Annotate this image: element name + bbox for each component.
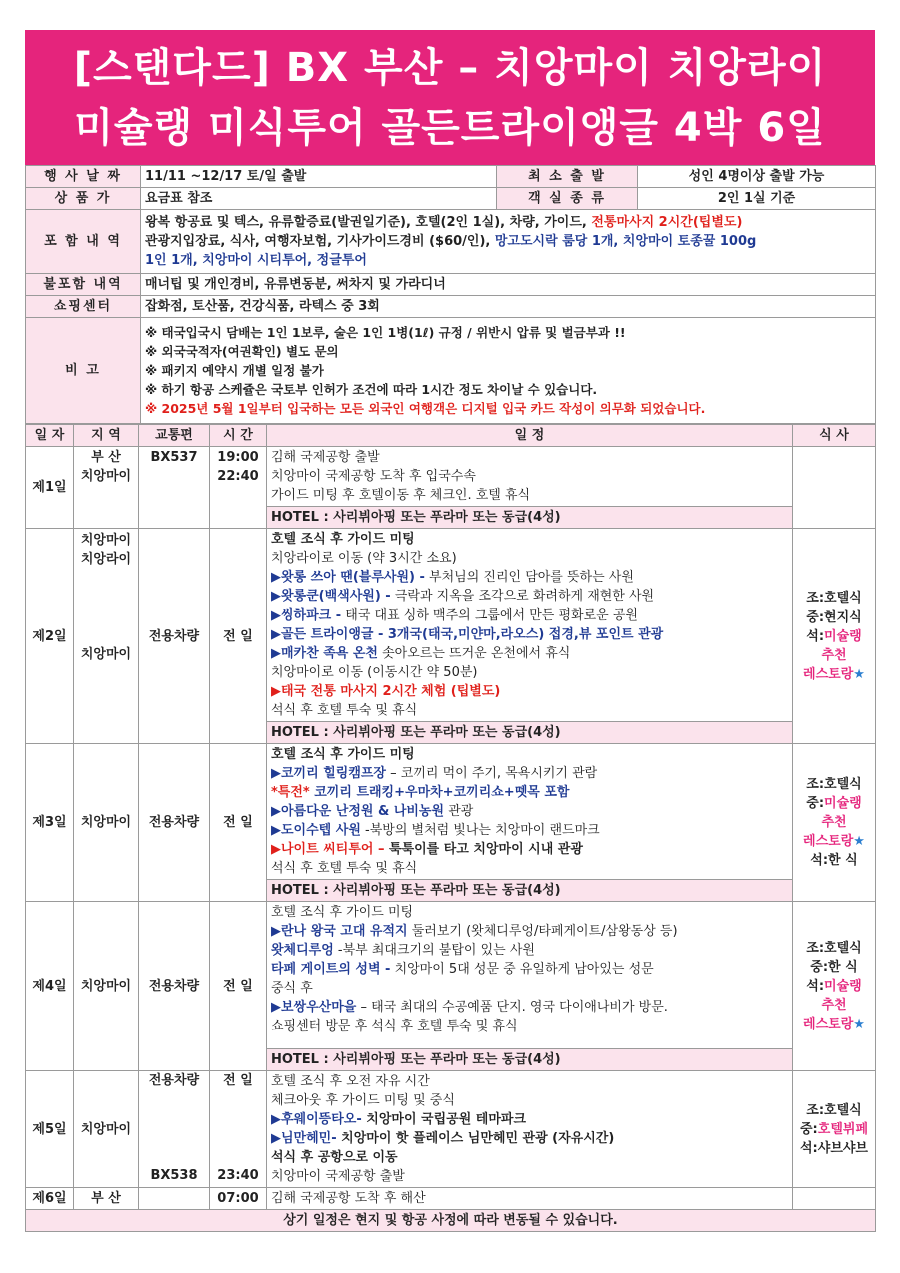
day4-transport: 전용차량 bbox=[139, 902, 210, 1071]
note-3: ※ 패키지 예약시 개별 일정 불가 bbox=[145, 363, 324, 378]
day1-hotel: HOTEL : 사리뷔아핑 또는 푸라마 또는 동급(4성) bbox=[267, 507, 793, 529]
day5-label: 제5일 bbox=[26, 1071, 74, 1188]
day5-meal: 조:호텔식 중:호텔뷔페 석:샤브샤브 bbox=[793, 1071, 876, 1188]
day3-transport: 전용차량 bbox=[139, 744, 210, 902]
day6-meal bbox=[793, 1188, 876, 1210]
included-massage: 전통마사지 2시간(팁별도) bbox=[591, 215, 743, 230]
day5-region: 치앙마이 bbox=[74, 1071, 139, 1188]
included-value bbox=[141, 210, 876, 274]
day3-label: 제3일 bbox=[26, 744, 74, 902]
star-icon: ★ bbox=[853, 666, 865, 682]
day3-meal: 조:호텔식 중:미슐랭 추천 레스토랑★ 석:한 식 bbox=[793, 744, 876, 902]
day6-transport bbox=[139, 1188, 210, 1210]
shopping-label: 쇼핑센터 bbox=[26, 296, 141, 318]
day5-time: 전 일 23:40 bbox=[210, 1071, 267, 1188]
note-5: ※ 2025년 5월 1일부터 입국하는 모든 외국인 여행객은 디지털 입국 카드 작성이 의무화 되었습니다. bbox=[145, 401, 706, 416]
excluded-label: 불포함 내역 bbox=[26, 274, 141, 296]
header-day: 일 자 bbox=[26, 425, 74, 447]
day4-schedule: 호텔 조식 후 가이드 미팅 ▶란나 왕국 고대 유적지 둘러보기 (왓체디루엉/타페게이트/삼왕동상 등) 왓체디루엉 -북부 최대크기의 불탑이 있는 사원 타페 게이트의 성벽 - 치앙마이 5대 성문 중 유일하게 남아있는 성문 중식 후 ▶보쌍우산마을 – 태국 최대의 수공예품 단지. 영국 다이애나비가 방문. 쇼핑센터 방문 후 석식 후 호텔 투숙 및 휴식 bbox=[267, 902, 793, 1049]
day2-region: 치앙마이 치앙라이 치앙마이 bbox=[74, 529, 139, 744]
day2-label: 제2일 bbox=[26, 529, 74, 744]
day3-time: 전 일 bbox=[210, 744, 267, 902]
day1-region: 부 산 치앙마이 bbox=[74, 447, 139, 529]
day2-hotel: HOTEL : 사리뷔아핑 또는 푸라마 또는 동급(4성) bbox=[267, 722, 793, 744]
day3-schedule: 호텔 조식 후 가이드 미팅 ▶코끼리 힐링캠프장 – 코끼리 먹이 주기, 목욕시키기 관람 *특전* 코끼리 트래킹+우마차+코끼리쇼+뗏목 포함 ▶아름다운 난정원 & 나비농원 관광 ▶도이수텝 사원 -북방의 별처럼 빛나는 치앙마이 랜드마크 ▶나이트 씨티투어 – 툭툭이를 타고 치앙마이 시내 관광 석식 후 호텔 투숙 및 휴식 bbox=[267, 744, 793, 880]
included-text-c: 관광지입장료, 식사, 여행자보험, 기사가이드경비 ($60/인), bbox=[145, 234, 495, 249]
info-table bbox=[25, 165, 876, 424]
price-value: 요금표 참조 bbox=[141, 188, 497, 210]
date-label: 행 사 날 짜 bbox=[26, 166, 141, 188]
day6-region: 부 산 bbox=[74, 1188, 139, 1210]
note-2: ※ 외국국적자(여권확인) 별도 문의 bbox=[145, 344, 339, 359]
date-value: 11/11 ~12/17 토/일 출발 bbox=[141, 166, 497, 188]
included-tours: 1인 1개, 치앙마이 시티투어, 정글투어 bbox=[145, 253, 367, 268]
min-departure-label: 최 소 출 발 bbox=[497, 166, 638, 188]
included-label: 포 함 내 역 bbox=[26, 210, 141, 274]
day1-time: 19:00 22:40 bbox=[210, 447, 267, 529]
room-value: 2인 1실 기준 bbox=[638, 188, 876, 210]
schedule-table bbox=[25, 424, 876, 1232]
day4-region: 치앙마이 bbox=[74, 902, 139, 1071]
day4-time: 전 일 bbox=[210, 902, 267, 1071]
title-line-2: 미슐랭 미식투어 골든트라이앵글 4박 6일 bbox=[74, 105, 826, 151]
day2-transport: 전용차량 bbox=[139, 529, 210, 744]
day3-region: 치앙마이 bbox=[74, 744, 139, 902]
room-label: 객 실 종 류 bbox=[497, 188, 638, 210]
header-transport: 교통편 bbox=[139, 425, 210, 447]
title-banner bbox=[25, 30, 875, 165]
day2-time: 전 일 bbox=[210, 529, 267, 744]
day1-transport: BX537 bbox=[139, 447, 210, 529]
included-gifts: 망고도시락 룸당 1개, 치앙마이 토종꿀 100g bbox=[494, 234, 757, 249]
day6-time: 07:00 bbox=[210, 1188, 267, 1210]
day6-schedule: 김해 국제공항 도착 후 해산 bbox=[267, 1188, 793, 1210]
day4-hotel: HOTEL : 사리뷔아핑 또는 푸라마 또는 동급(4성) bbox=[267, 1049, 793, 1071]
included-text-a: 왕복 항공료 및 텍스, 유류할증료(발권일기준), 호텔(2인 1실), 차량, 가이드, bbox=[145, 215, 592, 230]
day1-label: 제1일 bbox=[26, 447, 74, 529]
price-label: 상 품 가 bbox=[26, 188, 141, 210]
day6-label: 제6일 bbox=[26, 1188, 74, 1210]
day1-meal bbox=[793, 447, 876, 529]
star-icon: ★ bbox=[853, 1016, 865, 1032]
notes-value bbox=[141, 318, 876, 424]
day5-schedule: 호텔 조식 후 오전 자유 시간 체크아웃 후 가이드 미팅 및 중식 ▶후웨이뜽타오- 치앙마이 국립공원 테마파크 ▶님만헤민- 치앙마이 핫 플레이스 님만헤민 관광 (자유시간) 석식 후 공항으로 이동 치앙마이 국제공항 출발 bbox=[267, 1071, 793, 1188]
note-4: ※ 하기 항공 스케쥴은 국토부 인허가 조건에 따라 1시간 정도 차이날 수 있습니다. bbox=[145, 382, 598, 397]
header-schedule: 일 정 bbox=[267, 425, 793, 447]
day1-schedule: 김해 국제공항 출발 치앙마이 국제공항 도착 후 입국수속 가이드 미팅 후 호텔이동 후 체크인. 호텔 휴식 bbox=[267, 447, 793, 507]
excluded-value: 매너팁 및 개인경비, 유류변동분, 써차지 및 가라디너 bbox=[141, 274, 876, 296]
day2-meal: 조:호텔식 중:현지식 석:미슐랭 추천 레스토랑★ bbox=[793, 529, 876, 744]
header-meal: 식 사 bbox=[793, 425, 876, 447]
min-departure-value: 성인 4명이상 출발 가능 bbox=[638, 166, 876, 188]
day4-label: 제4일 bbox=[26, 902, 74, 1071]
title-line-1: [스탠다드] BX 부산 – 치앙마이 치앙라이 bbox=[73, 45, 827, 91]
itinerary-page bbox=[25, 30, 875, 1232]
day4-meal: 조:호텔식 중:한 식 석:미슐랭 추천 레스토랑★ bbox=[793, 902, 876, 1071]
shopping-value: 잡화점, 토산품, 건강식품, 라텍스 중 3회 bbox=[141, 296, 876, 318]
day2-schedule: 호텔 조식 후 가이드 미팅 치앙라이로 이동 (약 3시간 소요) ▶왓롱 쓰아 땐(블루사원) - 부처님의 진리인 담아를 뜻하는 사원 ▶왓롱쿤(백색사원) - 극락과 지옥을 조각으로 화려하게 재현한 사원 ▶씽하파크 - 태국 대표 싱하 맥주의 그룹에서 만든 평화로운 공원 ▶골든 트라이앵글 - 3개국(태국,미얀마,라오스) 접경,뷰 포인트 관광 ▶매카찬 족욕 온천 솟아오르는 뜨거운 온천에서 휴식 치앙마이로 이동 (이동시간 약 50분) ▶태국 전통 마사지 2시간 체험 (팁별도) 석식 후 호텔 투숙 및 휴식 bbox=[267, 529, 793, 722]
footer-note: 상기 일정은 현지 및 항공 사정에 따라 변동될 수 있습니다. bbox=[26, 1210, 876, 1232]
day5-transport: 전용차량 BX538 bbox=[139, 1071, 210, 1188]
day3-hotel: HOTEL : 사리뷔아핑 또는 푸라마 또는 동급(4성) bbox=[267, 880, 793, 902]
schedule-header bbox=[26, 425, 876, 447]
notes-label: 비 고 bbox=[26, 318, 141, 424]
header-region: 지 역 bbox=[74, 425, 139, 447]
note-1: ※ 태국입국시 담배는 1인 1보루, 술은 1인 1병(1ℓ) 규정 / 위반시 압류 및 벌금부과 !! bbox=[145, 325, 626, 340]
header-time: 시 간 bbox=[210, 425, 267, 447]
star-icon: ★ bbox=[853, 834, 865, 849]
